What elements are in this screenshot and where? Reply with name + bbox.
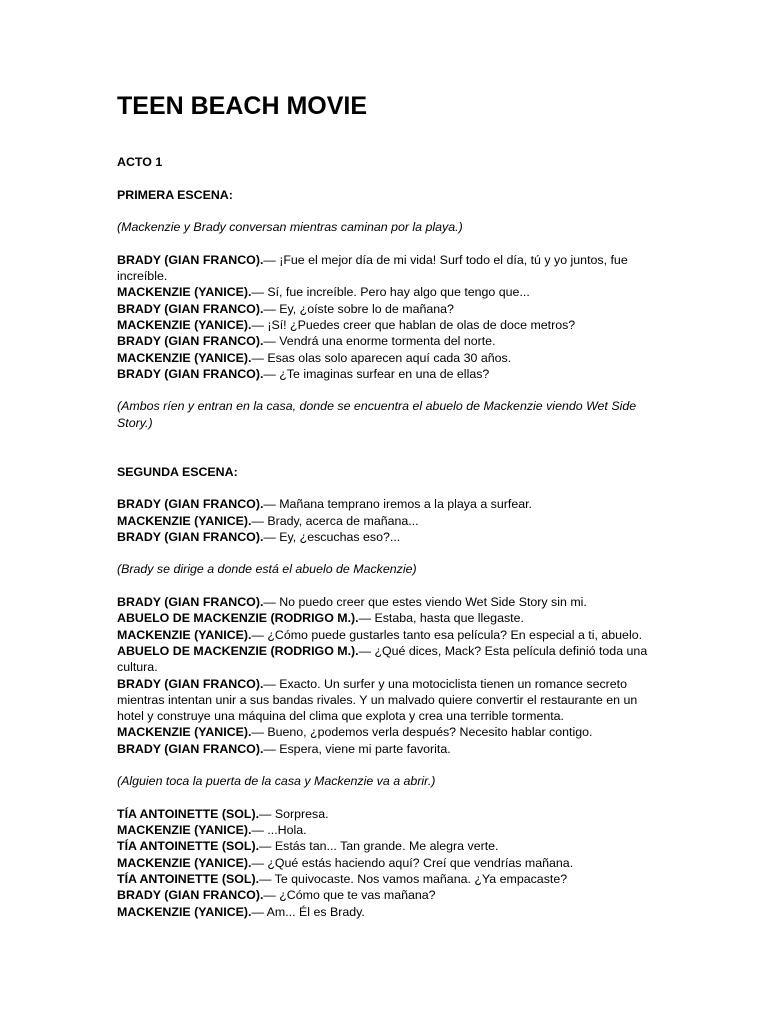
spacer xyxy=(117,203,657,219)
dialogue-text: — ¿Qué estás haciendo aquí? Creí que vendrías mañana. xyxy=(251,855,574,870)
spacer xyxy=(117,578,657,594)
dialogue-text: — Vendrá una enorme tormenta del norte. xyxy=(263,334,496,349)
document-page xyxy=(117,88,657,920)
dialogue-text: — ¿Te imaginas surfear en una de ellas? xyxy=(263,366,490,381)
dialogue-line xyxy=(117,317,657,333)
dialogue-text: — Te quivocaste. Nos vamos mañana. ¿Ya empacaste? xyxy=(259,872,568,887)
speaker-name: MACKENZIE (YANICE). xyxy=(117,904,252,919)
dialogue-line xyxy=(117,855,657,871)
speaker-name: ABUELO DE MACKENZIE (RODRIGO M.). xyxy=(117,643,359,658)
spacer xyxy=(117,790,657,806)
dialogue-text: — Estaba, hasta que llegaste. xyxy=(358,611,524,626)
dialogue-line xyxy=(117,496,657,512)
dialogue-line xyxy=(117,594,657,610)
speaker-name: BRADY (GIAN FRANCO). xyxy=(117,888,264,903)
speaker-name: BRADY (GIAN FRANCO). xyxy=(117,676,264,691)
speaker-name: MACKENZIE (YANICE). xyxy=(117,350,252,365)
dialogue-text: — Estás tan... Tan grande. Me alegra verte. xyxy=(259,839,499,854)
dialogue-text: — ¿Cómo puede gustarles tanto esa película? En especial a ti, abuelo. xyxy=(251,627,643,642)
scene1-heading: PRIMERA ESCENA: xyxy=(117,187,233,202)
spacer xyxy=(117,170,657,186)
stage-direction: (Mackenzie y Brady conversan mientras caminan por la playa.) xyxy=(117,220,463,235)
dialogue-text: — Exacto. Un surfer y una motociclista tienen un romance secreto mientras intentan unir a sus bandas rivales. Y un malvado quiere convertir el restaurante en un hotel y construye una máquina del clima que explota y crea una terrible tormenta. xyxy=(117,676,638,724)
stage-direction: (Alguien toca la puerta de la casa y Mackenzie va a abrir.) xyxy=(117,774,436,789)
speaker-name: BRADY (GIAN FRANCO). xyxy=(117,252,264,267)
speaker-name: TÍA ANTOINETTE (SOL). xyxy=(117,839,260,854)
dialogue-line xyxy=(117,610,657,626)
dialogue-text: — Mañana temprano iremos a la playa a surfear. xyxy=(263,497,532,512)
stage-direction: (Ambos ríen y entran en la casa, donde se encuentra el abuelo de Mackenzie viendo Wet Side Story.) xyxy=(117,399,637,430)
spacer xyxy=(117,545,657,561)
dialogue-text: — No puedo creer que estes viendo Wet Side Story sin mi. xyxy=(263,595,587,610)
speaker-name: MACKENZIE (YANICE). xyxy=(117,285,252,300)
dialogue-text: — Ey, ¿escuchas eso?... xyxy=(263,529,401,544)
speaker-name: ABUELO DE MACKENZIE (RODRIGO M.). xyxy=(117,611,359,626)
speaker-name: MACKENZIE (YANICE). xyxy=(117,317,252,332)
dialogue-line xyxy=(117,252,657,285)
speaker-name: MACKENZIE (YANICE). xyxy=(117,823,252,838)
dialogue-line xyxy=(117,350,657,366)
spacer xyxy=(117,235,657,251)
spacer xyxy=(117,431,657,464)
speaker-name: BRADY (GIAN FRANCO). xyxy=(117,595,264,610)
speaker-name: MACKENZIE (YANICE). xyxy=(117,725,252,740)
dialogue-text: — Ey, ¿oíste sobre lo de mañana? xyxy=(263,301,454,316)
dialogue-text: — ...Hola. xyxy=(251,823,307,838)
dialogue-line xyxy=(117,822,657,838)
speaker-name: BRADY (GIAN FRANCO). xyxy=(117,741,264,756)
speaker-name: BRADY (GIAN FRANCO). xyxy=(117,497,264,512)
dialogue-block xyxy=(117,252,657,382)
dialogue-line xyxy=(117,301,657,317)
stage-direction: (Brady se dirige a donde está el abuelo de Mackenzie) xyxy=(117,562,417,577)
dialogue-text: — Sorpresa. xyxy=(259,806,329,821)
speaker-name: BRADY (GIAN FRANCO). xyxy=(117,334,264,349)
dialogue-line xyxy=(117,887,657,903)
dialogue-text: — Brady, acerca de mañana... xyxy=(251,513,419,528)
dialogue-text: — ¡Sí! ¿Puedes creer que hablan de olas de doce metros? xyxy=(251,317,576,332)
speaker-name: MACKENZIE (YANICE). xyxy=(117,627,252,642)
speaker-name: BRADY (GIAN FRANCO). xyxy=(117,529,264,544)
dialogue-line xyxy=(117,741,657,757)
speaker-name: BRADY (GIAN FRANCO). xyxy=(117,366,264,381)
dialogue-line xyxy=(117,806,657,822)
dialogue-line xyxy=(117,676,657,725)
dialogue-text: — Esas olas solo aparecen aquí cada 30 años. xyxy=(251,350,512,365)
dialogue-text: — Sí, fue increíble. Pero hay algo que tengo que... xyxy=(251,285,530,300)
dialogue-line xyxy=(117,284,657,300)
dialogue-text: — ¿Qué dices, Mack? Esta película definió toda una cultura. xyxy=(117,643,648,675)
dialogue-line xyxy=(117,724,657,740)
dialogue-line xyxy=(117,904,657,920)
speaker-name: MACKENZIE (YANICE). xyxy=(117,513,252,528)
scene2-heading: SEGUNDA ESCENA: xyxy=(117,464,238,479)
document-title: TEEN BEACH MOVIE xyxy=(117,92,368,120)
dialogue-text: — ¡Fue el mejor día de mi vida! Surf todo el día, tú y yo juntos, fue increíble. xyxy=(117,252,628,284)
speaker-name: MACKENZIE (YANICE). xyxy=(117,855,252,870)
speaker-name: TÍA ANTOINETTE (SOL). xyxy=(117,872,260,887)
dialogue-line xyxy=(117,366,657,382)
dialogue-text: — Bueno, ¿podemos verla después? Necesito hablar contigo. xyxy=(251,725,593,740)
dialogue-line xyxy=(117,513,657,529)
dialogue-text: — ¿Cómo que te vas mañana? xyxy=(263,888,436,903)
dialogue-line xyxy=(117,643,657,676)
act-heading: ACTO 1 xyxy=(117,155,163,169)
dialogue-line xyxy=(117,627,657,643)
spacer xyxy=(117,480,657,496)
spacer xyxy=(117,382,657,398)
dialogue-line xyxy=(117,529,657,545)
dialogue-line xyxy=(117,838,657,854)
dialogue-text: — Espera, viene mi parte favorita. xyxy=(263,741,451,756)
speaker-name: BRADY (GIAN FRANCO). xyxy=(117,301,264,316)
dialogue-text: — Am... Él es Brady. xyxy=(251,904,365,919)
dialogue-block xyxy=(117,806,657,920)
dialogue-block xyxy=(117,594,657,757)
dialogue-line xyxy=(117,871,657,887)
speaker-name: TÍA ANTOINETTE (SOL). xyxy=(117,806,260,821)
dialogue-block xyxy=(117,496,657,545)
spacer xyxy=(117,757,657,773)
dialogue-line xyxy=(117,333,657,349)
